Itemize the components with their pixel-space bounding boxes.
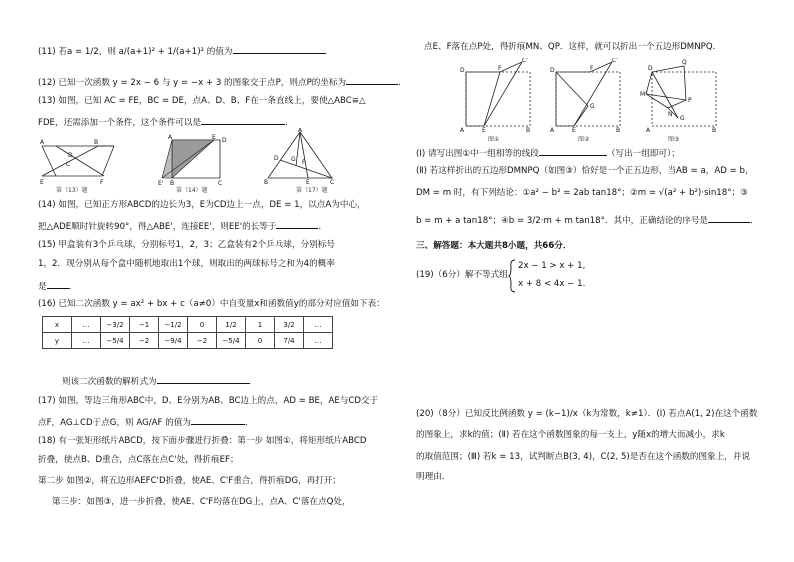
question-18-line1: (18) 有一张矩形纸片ABCD，按下面步骤进行折叠：第一步 如图①，将矩形纸片ABCD — [38, 436, 367, 446]
question-17-line2: 点F，AG⊥CD于点G，则 AG/AF 的值为 ． — [38, 415, 254, 429]
svg-text:A: A — [460, 127, 465, 132]
svg-text:F: F — [590, 65, 594, 72]
svg-text:C: C — [66, 161, 71, 168]
svg-text:D: D — [222, 137, 227, 144]
svg-text:B: B — [170, 180, 175, 186]
svg-text:C': C' — [612, 58, 618, 64]
svg-text:F: F — [302, 159, 306, 166]
question-18-part2-line2: DM = m 时，有下列结论：①a² − b² = 2ab tan18°；②m = √(a² + b²)·sin18°；③ — [416, 188, 748, 198]
question-17-line1: (17) 如图，等边三角形ABC中，D、E分别为AB、BC边上的点，AD = BE，AE与CD交于 — [38, 396, 379, 406]
svg-text:A: A — [550, 127, 555, 132]
figure-17 — [264, 128, 336, 184]
question-16: (16) 已知二次函数 y = ax² + bx + c（a≠0）中自变量x和函数值y的部分对应值如下表： — [38, 299, 385, 309]
fold-figure-1-label: 图① — [488, 136, 500, 143]
figure-14 — [158, 134, 230, 186]
svg-text:B: B — [264, 179, 269, 184]
question-18-line5: 点E、F落在点P处，得折痕MN、QP．这样，就可以折出一个五边形DMNPQ． — [424, 42, 722, 52]
left-column — [38, 0, 407, 562]
table-cell: … — [72, 333, 101, 349]
table-cell: −2 — [188, 333, 217, 349]
table-cell: −5/4 — [101, 333, 130, 349]
section-3-heading: 三、解答题：本大题共8小题，共66分． — [416, 241, 572, 251]
fold-figure-3 — [638, 56, 722, 132]
svg-text:G: G — [590, 103, 595, 110]
question-15-line3: 是 ． — [38, 279, 77, 293]
answer-blank[interactable] — [276, 219, 318, 229]
question-20-line1: (20)（8分）已知反比例函数 y = (k−1)/x（k为常数，k≠1）．(Ⅰ) 若点A(1, 2)在这个函数 — [416, 409, 758, 419]
table-row-y — [43, 333, 333, 349]
question-12: (12) 已知一次函数 y = 2x − 6 与 y = −x + 3 的图象交于点P，则点P的坐标为 ． — [38, 75, 407, 89]
table-cell: 3/2 — [275, 317, 304, 333]
question-20-line4: 明理由． — [416, 472, 451, 482]
svg-text:B: B — [712, 127, 717, 132]
svg-text:C: C — [218, 180, 223, 186]
question-14-line2: 把△ADE顺时针旋转90°，得△ABE'，连接EE'，则EE'的长等于 ． — [38, 219, 327, 233]
figure-17-caption: 第（17）题 — [296, 187, 328, 194]
answer-blank[interactable] — [191, 415, 245, 425]
svg-text:B: B — [94, 139, 99, 146]
table-cell: … — [72, 317, 101, 333]
figure-13 — [38, 136, 118, 188]
answer-blank[interactable] — [201, 115, 285, 125]
question-19: (19)（6分）解不等式组 — [416, 270, 508, 280]
fold-figure-3-label: 图③ — [668, 136, 680, 143]
answer-blank[interactable] — [157, 374, 249, 384]
fold-figure-1 — [460, 58, 536, 132]
svg-text:D: D — [274, 155, 279, 162]
svg-text:C: C — [330, 179, 335, 184]
answer-blank[interactable] — [346, 75, 398, 85]
svg-text:A: A — [646, 127, 651, 132]
question-20-line2: 的图象上，求k的值；(Ⅱ) 若在这个函数图象的每一支上，y随x的增大而减小，求k — [416, 430, 725, 440]
svg-text:C': C' — [522, 58, 528, 64]
question-15-line2: 1，2．现分别从每个盒中随机地取出1个球，则取出的两球标号之和为4的概率 — [38, 259, 335, 269]
svg-text:A: A — [298, 128, 303, 134]
question-20-line3: 的取值范围；(Ⅲ) 若k = 13，试判断点B(3, 4)，C(2, 5)是否在这个函数的图象上，并说 — [416, 452, 751, 462]
table-header-y: y — [43, 333, 72, 349]
fold-figure-2-label: 图② — [578, 136, 590, 143]
table-cell: 1 — [246, 317, 275, 333]
table-cell: 0 — [188, 317, 217, 333]
svg-text:A: A — [168, 134, 173, 141]
svg-text:P: P — [688, 97, 692, 104]
question-18-part2-line1: (Ⅱ) 若这样折出的五边形DMNPQ（如图③）恰好是一个正五边形，当AB = a，AD = b， — [416, 166, 754, 176]
figure-14-caption: 第（14）题 — [176, 187, 208, 194]
svg-text:D: D — [550, 67, 555, 74]
svg-text:A: A — [40, 139, 45, 146]
answer-blank[interactable] — [708, 213, 750, 223]
table-row-x — [43, 317, 333, 333]
svg-text:G: G — [680, 115, 685, 122]
svg-text:D: D — [68, 152, 73, 159]
svg-text:G: G — [291, 156, 296, 163]
question-18-line3: 第二步 如图②，将五边形AEFC'D折叠，使AE、C'F重合，得折痕DG，再打开； — [38, 476, 341, 486]
svg-text:D: D — [460, 67, 465, 74]
table-cell: 0 — [246, 333, 275, 349]
value-table — [42, 316, 333, 349]
table-cell: −3/2 — [101, 317, 130, 333]
brace-icon — [508, 259, 516, 293]
svg-text:N: N — [668, 111, 673, 118]
question-13-line1: (13) 如图，已知 AC = FE，BC = DE，点A、D、B、F在一条直线上，要使△ABC≌△ — [38, 96, 366, 106]
answer-blank[interactable] — [539, 146, 607, 156]
question-14-line1: (14) 如图，已知正方形ABCD的边长为3，E为CD边上一点，DE = 1，以点A为中心， — [38, 200, 366, 210]
svg-text:E: E — [40, 179, 44, 186]
svg-text:F: F — [100, 179, 104, 186]
svg-text:B: B — [526, 127, 531, 132]
fold-figure-2 — [550, 58, 626, 132]
table-cell: … — [304, 333, 333, 349]
svg-text:F: F — [498, 65, 502, 72]
right-column — [416, 0, 762, 562]
question-11: (11) 若a = 1/2，则 a/(a+1)² + 1/(a+1)² 的值为 ． — [38, 44, 333, 58]
question-15-line1: (15) 甲盒装有3个乒乓球，分别标号1，2，3；乙盒装有2个乒乓球，分别标号 — [38, 240, 335, 250]
question-18-line2: 折叠，使点B、D重合，点C落在点C'处，得折痕EF； — [38, 455, 239, 465]
svg-text:M: M — [640, 91, 646, 98]
svg-text:E: E — [306, 179, 310, 184]
svg-text:E: E — [572, 127, 576, 132]
table-cell: −9/4 — [159, 333, 188, 349]
table-cell: … — [304, 317, 333, 333]
svg-text:E: E — [212, 134, 216, 141]
table-header-x: x — [43, 317, 72, 333]
question-18-part1: (Ⅰ) 请写出图①中一组相等的线段 （写出一组即可）； — [416, 146, 680, 160]
table-cell: −1 — [130, 317, 159, 333]
inequality-1: 2x − 1 > x + 1, — [518, 261, 586, 271]
table-cell: −2 — [130, 333, 159, 349]
table-cell: −1/2 — [159, 317, 188, 333]
svg-text:E': E' — [158, 180, 164, 186]
answer-blank[interactable] — [47, 279, 69, 289]
svg-text:D: D — [648, 65, 653, 72]
table-cell: −5/4 — [217, 333, 246, 349]
question-18-part2-line3: b = m + a tan18°；④b = 3/2·m + m tan18°．其中，正确结论的序号是 ． — [416, 213, 759, 227]
svg-text:E: E — [482, 127, 486, 132]
figure-13-caption: 第（13）题 — [56, 187, 88, 194]
table-cell: 1/2 — [217, 317, 246, 333]
question-18-line4: 第三步：如图③，进一步折叠，使AE、C'F均落在DG上，点A、C'落在点Q处， — [52, 497, 351, 507]
svg-text:Q: Q — [682, 59, 687, 66]
svg-text:B: B — [616, 127, 621, 132]
question-13-line2: FDE，还需添加一个条件，这个条件可以是 ． — [38, 115, 294, 129]
answer-blank[interactable] — [233, 44, 325, 54]
question-16-answer: 则该二次函数的解析式为 ． — [62, 374, 257, 388]
table-cell: 7/4 — [275, 333, 304, 349]
inequality-2: x + 8 < 4x − 1. — [518, 279, 586, 289]
